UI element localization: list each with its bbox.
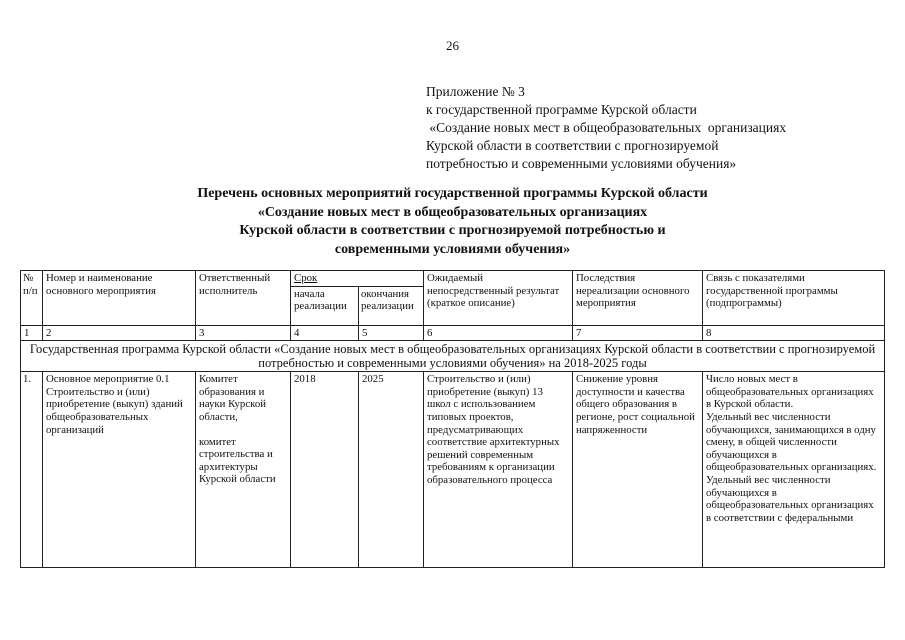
- page-number: 26: [446, 38, 459, 53]
- header-consequences: Последствия нереализации основного мероприятия: [573, 271, 703, 326]
- header-term: Срок: [291, 271, 424, 287]
- row-result: Строительство и (или) приобретение (выкуп) 13 школ с использованием типовых проектов, предусматривающих соответствие архитектурных решений современным требованиям к организации образовательного процесса: [424, 372, 573, 568]
- executor-1: Комитет образования и науки Курской области,: [199, 373, 266, 423]
- row-num: 1.: [21, 372, 43, 568]
- header-row: [21, 271, 885, 287]
- document-title: [0, 185, 905, 259]
- header-link: Связь с показателями государственной программы (подпрограммы): [703, 271, 885, 326]
- row-executor: [196, 372, 291, 568]
- header-name: Номер и наименование основного мероприятия: [43, 271, 196, 326]
- appendix-line: Курской области в соответствии с прогнозируемой: [426, 138, 719, 153]
- table-row: [21, 372, 885, 568]
- row-consequences: Снижение уровня доступности и качества общего образования в регионе, рост социальной напряженности: [573, 372, 703, 568]
- program-row: [21, 341, 885, 372]
- column-number: 3: [196, 325, 291, 341]
- title-line: Перечень основных мероприятий государственной программы Курской области: [197, 186, 708, 201]
- header-term-end: окончания реализации: [359, 286, 424, 325]
- appendix-line: к государственной программе Курской области: [426, 102, 697, 117]
- program-title: Государственная программа Курской области «Создание новых мест в общеобразовательных организациях Курской области в соответствии с прогнозируемой потребностью и современными условиями обучения» на 2018-2025 годы: [21, 341, 885, 372]
- row-indicators: [703, 372, 885, 568]
- executor-2: комитет строительства и архитектуры Курской области: [199, 435, 276, 486]
- indicator-item: Число новых мест в общеобразовательных организациях в Курской области.: [706, 373, 874, 411]
- appendix-line: Приложение № 3: [426, 84, 525, 99]
- row-end: 2025: [359, 372, 424, 568]
- title-line: Курской области в соответствии с прогнозируемой потребностью и: [239, 223, 666, 238]
- row-start: 2018: [291, 372, 359, 568]
- column-number: 2: [43, 325, 196, 341]
- header-num: № п/п: [21, 271, 43, 326]
- row-name: Основное мероприятие 0.1 Строительство и (или) приобретение (выкуп) зданий общеобразовательных организаций: [43, 372, 196, 568]
- title-line: современными условиями обучения»: [334, 241, 571, 257]
- appendix-line: потребностью и современными условиями обучения»: [426, 156, 737, 171]
- column-number: 7: [573, 325, 703, 341]
- indicator-item: Удельный вес численности обучающихся в общеобразовательных организациях в соответствии с федеральными: [706, 473, 874, 524]
- column-number: 6: [424, 325, 573, 341]
- title-line: «Создание новых мест в общеобразовательных организациях: [257, 204, 648, 220]
- header-term-start: начала реализации: [291, 286, 359, 325]
- column-number: 4: [291, 325, 359, 341]
- column-numbers-row: [21, 325, 885, 341]
- appendix-header: [426, 83, 886, 173]
- measures-table: [20, 270, 885, 568]
- column-number: 5: [359, 325, 424, 341]
- appendix-line: «Создание новых мест в общеобразовательных организациях: [426, 120, 787, 135]
- header-executor: Ответственный исполнитель: [196, 271, 291, 326]
- column-number: 1: [21, 325, 43, 341]
- header-result: Ожидаемый непосредственный результат (краткое описание): [424, 271, 573, 326]
- indicator-item: Удельный вес численности обучающихся, занимающихся в одну смену, в общей численности обучающихся в общеобразовательных организациях.: [706, 410, 877, 474]
- column-number: 8: [703, 325, 885, 341]
